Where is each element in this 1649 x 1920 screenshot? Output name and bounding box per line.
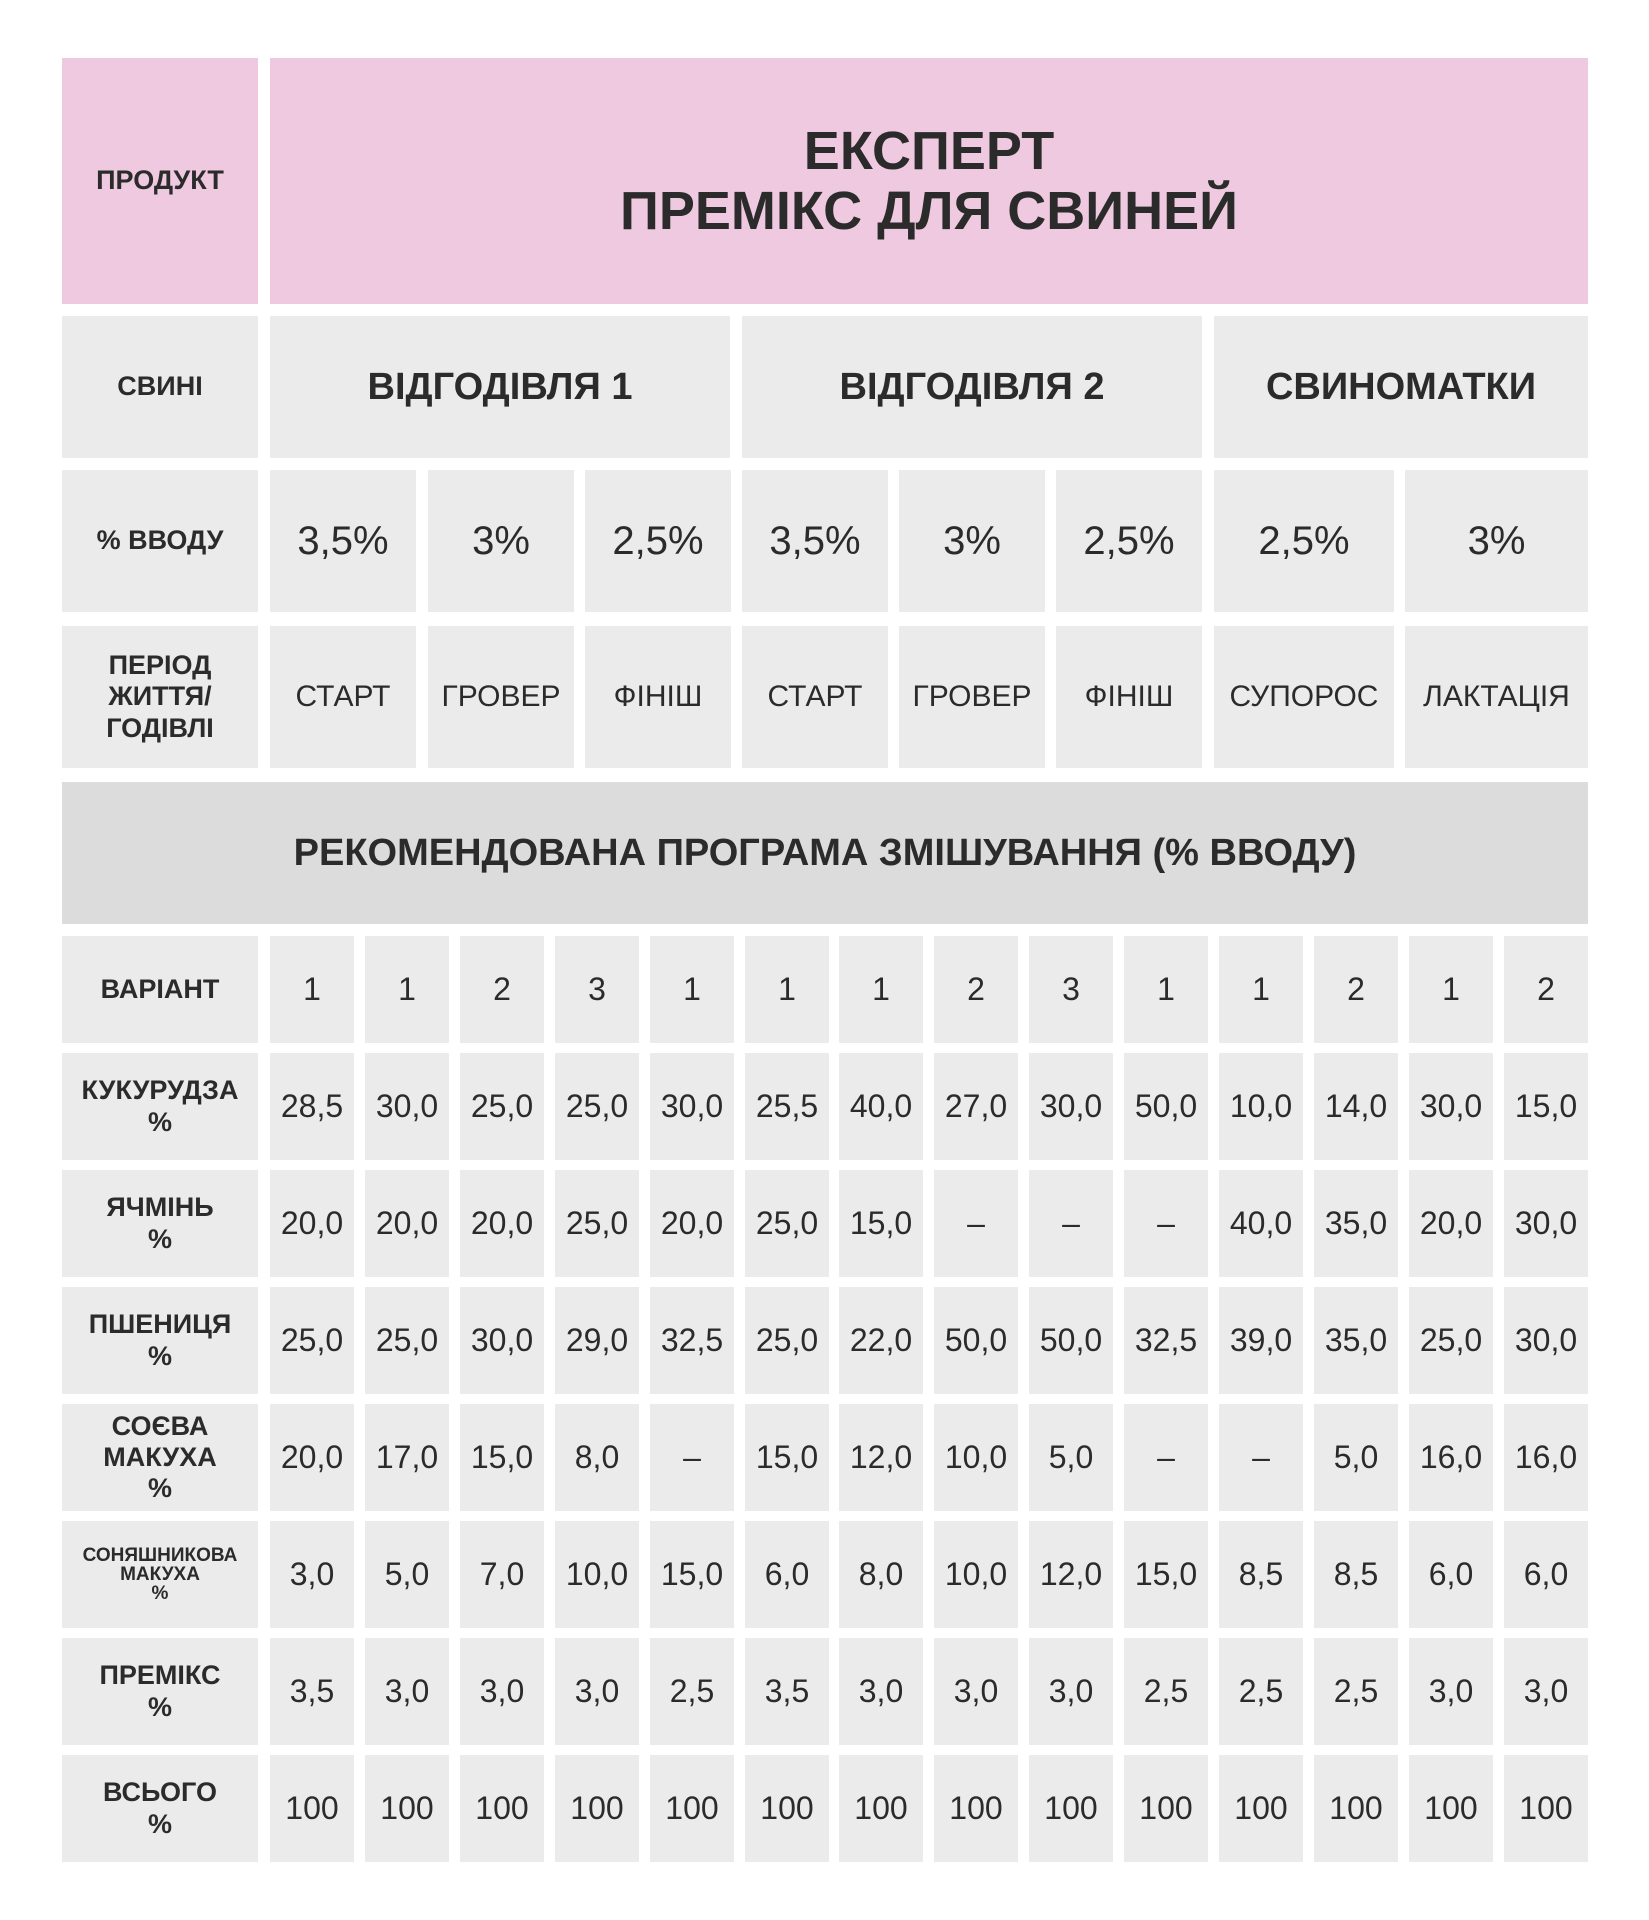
mix-value (460, 1755, 544, 1862)
mix-value-text: 10,0 (944, 1556, 1008, 1592)
product-title-line1: ЕКСПЕРТ (803, 120, 1055, 181)
mix-value-text: 39,0 (1229, 1322, 1293, 1358)
mix-value (839, 1404, 923, 1511)
period-value-text: СТАРТ (767, 680, 863, 713)
mix-value (650, 1755, 734, 1862)
mix-row-label-cell (62, 936, 258, 1043)
mix-value-text: 100 (475, 1790, 529, 1826)
mix-value-text: 10,0 (565, 1556, 629, 1592)
mix-value-text: 27,0 (944, 1088, 1008, 1124)
mix-value (270, 1755, 354, 1862)
product-title-cell (270, 58, 1588, 304)
period-value-text: ФІНІШ (613, 680, 703, 713)
mix-value-text: 8,5 (1238, 1556, 1284, 1592)
mix-value-text: 30,0 (1419, 1088, 1483, 1124)
rate-value (742, 470, 888, 612)
mix-value (1504, 1755, 1588, 1862)
mix-value-text: 32,5 (660, 1322, 724, 1358)
mix-value (1124, 1521, 1208, 1628)
mix-value (1504, 1287, 1588, 1394)
group-fattening-2 (742, 316, 1202, 458)
mix-value-text: 15,0 (1134, 1556, 1198, 1592)
mix-value-text: 5,0 (384, 1556, 430, 1592)
mix-value (1504, 1170, 1588, 1277)
mix-value-text: 1 (1157, 971, 1175, 1007)
mix-value (555, 1053, 639, 1160)
mix-value-text: 2 (1347, 971, 1365, 1007)
mix-value (650, 936, 734, 1043)
mix-value (1124, 1053, 1208, 1160)
mix-value-text: 15,0 (660, 1556, 724, 1592)
mix-value (1124, 1404, 1208, 1511)
period-value (1214, 626, 1394, 768)
mix-row-label: СОЄВА МАКУХА % (103, 1410, 217, 1504)
mix-value (460, 1287, 544, 1394)
pigs-label: СВИНІ (117, 371, 203, 402)
mix-value (365, 1170, 449, 1277)
mix-value-text: 30,0 (375, 1088, 439, 1124)
mix-value-text: 8,0 (574, 1439, 620, 1475)
mix-value (1029, 1638, 1113, 1745)
product-title-line2: ПРЕМІКС ДЛЯ СВИНЕЙ (620, 181, 1238, 241)
mix-value-text: 3 (1062, 971, 1080, 1007)
mix-value (1504, 936, 1588, 1043)
mix-value-text: 8,0 (858, 1556, 904, 1592)
mix-value-text: 1 (398, 971, 416, 1007)
mix-value (460, 936, 544, 1043)
mix-value-text: 25,0 (470, 1088, 534, 1124)
mix-value-text: – (967, 1205, 985, 1241)
period-value (270, 626, 416, 768)
mix-value (745, 1170, 829, 1277)
mix-value-text: – (1062, 1205, 1080, 1241)
rate-value-text: 3,5% (769, 518, 861, 563)
mix-value (270, 1638, 354, 1745)
mix-value (1219, 1053, 1303, 1160)
mix-value (555, 936, 639, 1043)
mix-value (460, 1638, 544, 1745)
mix-value-text: 3 (588, 971, 606, 1007)
mix-value (460, 1053, 544, 1160)
mix-value (555, 1404, 639, 1511)
mix-value (1029, 1404, 1113, 1511)
mix-value-text: 15,0 (470, 1439, 534, 1475)
mix-value-text: 6,0 (1428, 1556, 1474, 1592)
rate-value-text: 2,5% (1083, 518, 1175, 563)
mix-value-text: 25,0 (375, 1322, 439, 1358)
mixing-program-title: РЕКОМЕНДОВАНА ПРОГРАМА ЗМІШУВАННЯ (% ВВОДУ) (293, 831, 1357, 874)
mix-value-text: 35,0 (1324, 1205, 1388, 1241)
mix-value-text: 30,0 (1514, 1205, 1578, 1241)
mix-value (1219, 1404, 1303, 1511)
mix-value (1219, 936, 1303, 1043)
mix-value (839, 936, 923, 1043)
mix-value-text: 35,0 (1324, 1322, 1388, 1358)
mix-value (1409, 1755, 1493, 1862)
mix-value-text: 1 (683, 971, 701, 1007)
mix-value (839, 1755, 923, 1862)
mix-value-text: 100 (285, 1790, 339, 1826)
mix-value-text: 3,0 (1048, 1673, 1094, 1709)
mix-value (1219, 1521, 1303, 1628)
mix-value-text: 3,0 (289, 1556, 335, 1592)
mix-value (555, 1170, 639, 1277)
product-label-cell (62, 58, 258, 304)
mix-row-label-cell (62, 1287, 258, 1394)
mix-value (1314, 1521, 1398, 1628)
mix-value-text: 6,0 (1523, 1556, 1569, 1592)
mix-value (365, 1404, 449, 1511)
mix-value (270, 936, 354, 1043)
mix-row-label: СОНЯШНИКОВА МАКУХА % (82, 1545, 238, 1604)
mix-value (460, 1521, 544, 1628)
mix-value-text: 20,0 (375, 1205, 439, 1241)
group-label: ВІДГОДІВЛЯ 1 (367, 365, 633, 408)
mix-value-text: 15,0 (755, 1439, 819, 1475)
mix-value (555, 1755, 639, 1862)
mix-value-text: 15,0 (1514, 1088, 1578, 1124)
mix-value-text: 20,0 (280, 1205, 344, 1241)
mix-row-label: ВСЬОГО % (103, 1777, 217, 1839)
mix-value-text: 3,0 (479, 1673, 525, 1709)
mix-value-text: 3,0 (1428, 1673, 1474, 1709)
mix-value (745, 1404, 829, 1511)
group-sows (1214, 316, 1588, 458)
mix-value-text: 30,0 (470, 1322, 534, 1358)
rate-value (270, 470, 416, 612)
mix-value (934, 1170, 1018, 1277)
mix-value (650, 1521, 734, 1628)
mix-value-text: 16,0 (1514, 1439, 1578, 1475)
mix-value-text: – (1157, 1205, 1175, 1241)
mix-value (1504, 1404, 1588, 1511)
period-label-cell (62, 626, 258, 768)
mix-value-text: 50,0 (1134, 1088, 1198, 1124)
mix-value (1219, 1170, 1303, 1277)
rate-value (428, 470, 574, 612)
period-value (742, 626, 888, 768)
product-label: ПРОДУКТ (96, 165, 224, 196)
mix-value-text: 1 (1442, 971, 1460, 1007)
period-value (1056, 626, 1202, 768)
mix-value-text: 100 (1234, 1790, 1288, 1826)
mix-value-text: 25,0 (755, 1322, 819, 1358)
mix-value (1504, 1053, 1588, 1160)
mix-value (365, 1287, 449, 1394)
mix-value-text: 20,0 (660, 1205, 724, 1241)
mix-value-text: – (683, 1439, 701, 1475)
mix-value (650, 1170, 734, 1277)
mix-value (1124, 1287, 1208, 1394)
mix-value-text: 20,0 (1419, 1205, 1483, 1241)
mix-value (839, 1053, 923, 1160)
rate-value-text: 2,5% (612, 518, 704, 563)
mix-value (1409, 1287, 1493, 1394)
mix-value-text: 100 (760, 1790, 814, 1826)
period-value-text: ЛАКТАЦІЯ (1423, 680, 1570, 713)
mix-row-label: ВАРІАНТ (100, 973, 220, 1004)
mix-value-text: 30,0 (1514, 1322, 1578, 1358)
mix-value-text: 2 (1537, 971, 1555, 1007)
mix-value-text: 14,0 (1324, 1088, 1388, 1124)
mix-value (555, 1287, 639, 1394)
mix-value (1124, 1755, 1208, 1862)
mix-value-text: 1 (872, 971, 890, 1007)
mix-value-text: 5,0 (1048, 1439, 1094, 1475)
mix-row-label: ПРЕМІКС % (99, 1660, 221, 1722)
mix-value (1314, 1755, 1398, 1862)
mix-value (1124, 1170, 1208, 1277)
mix-value (1314, 1170, 1398, 1277)
mix-row-label-cell (62, 1404, 258, 1511)
rate-value-text: 3% (1467, 518, 1526, 563)
mix-value (934, 1404, 1018, 1511)
mix-value (745, 1053, 829, 1160)
mix-value (365, 1053, 449, 1160)
mix-value-text: 30,0 (660, 1088, 724, 1124)
mix-value (745, 1287, 829, 1394)
mix-value (839, 1521, 923, 1628)
mix-value (1029, 1170, 1113, 1277)
mix-value-text: 100 (380, 1790, 434, 1826)
mix-value-text: 1 (778, 971, 796, 1007)
mix-value-text: 32,5 (1134, 1322, 1198, 1358)
mix-value (1029, 1521, 1113, 1628)
mix-value (1124, 1638, 1208, 1745)
mix-value (1219, 1638, 1303, 1745)
mix-value (650, 1287, 734, 1394)
mix-value-text: 8,5 (1333, 1556, 1379, 1592)
group-label: ВІДГОДІВЛЯ 2 (839, 365, 1105, 408)
mix-row-label-cell (62, 1170, 258, 1277)
mix-value (270, 1521, 354, 1628)
mix-value (839, 1170, 923, 1277)
mix-value (365, 1638, 449, 1745)
mix-value-text: 3,0 (574, 1673, 620, 1709)
mix-value (745, 936, 829, 1043)
mix-value (839, 1638, 923, 1745)
mix-value (1409, 1521, 1493, 1628)
mix-value-text: 3,0 (384, 1673, 430, 1709)
mix-value (270, 1170, 354, 1277)
mix-value-text: 100 (1329, 1790, 1383, 1826)
mix-value-text: 40,0 (849, 1088, 913, 1124)
mix-value-text: 2,5 (1143, 1673, 1189, 1709)
mix-value-text: 6,0 (764, 1556, 810, 1592)
mix-value-text: 100 (1424, 1790, 1478, 1826)
mix-row-label-cell (62, 1755, 258, 1862)
mix-value (1314, 1287, 1398, 1394)
mix-value-text: 12,0 (1039, 1556, 1103, 1592)
mix-value-text: 2 (493, 971, 511, 1007)
mix-value (1314, 1053, 1398, 1160)
mix-row-label-cell (62, 1521, 258, 1628)
mix-value (934, 1755, 1018, 1862)
mix-value-text: 40,0 (1229, 1205, 1293, 1241)
mix-value-text: 25,0 (755, 1205, 819, 1241)
mix-value-text: 5,0 (1333, 1439, 1379, 1475)
mix-value-text: – (1157, 1439, 1175, 1475)
mix-row-label-cell (62, 1638, 258, 1745)
rate-label-cell (62, 470, 258, 612)
mix-row-label-cell (62, 1053, 258, 1160)
mix-value-text: 25,5 (755, 1088, 819, 1124)
period-value-text: СТАРТ (295, 680, 391, 713)
mix-value-text: 3,0 (858, 1673, 904, 1709)
mix-value (270, 1287, 354, 1394)
mix-value (650, 1053, 734, 1160)
mix-value-text: 2 (967, 971, 985, 1007)
period-value-text: СУПОРОС (1229, 680, 1379, 713)
mix-value (1409, 1170, 1493, 1277)
product-title (620, 121, 1238, 242)
mix-value (839, 1287, 923, 1394)
mix-value (1219, 1755, 1303, 1862)
mix-value-text: 100 (1519, 1790, 1573, 1826)
mix-value (1504, 1638, 1588, 1745)
mix-value-text: 25,0 (1419, 1322, 1483, 1358)
mix-value-text: 3,0 (1523, 1673, 1569, 1709)
mix-value-text: – (1252, 1439, 1270, 1475)
mix-value-text: 28,5 (280, 1088, 344, 1124)
period-value (899, 626, 1045, 768)
mix-value (270, 1053, 354, 1160)
mix-value-text: 10,0 (1229, 1088, 1293, 1124)
mixing-program-banner (62, 782, 1588, 924)
mix-row-label: ПШЕНИЦЯ % (88, 1309, 232, 1371)
mix-value-text: 25,0 (565, 1088, 629, 1124)
rate-value (1405, 470, 1588, 612)
mix-value (555, 1638, 639, 1745)
mix-value-text: 3,5 (289, 1673, 335, 1709)
mix-value (365, 1521, 449, 1628)
mix-value-text: 15,0 (849, 1205, 913, 1241)
mix-value (1219, 1287, 1303, 1394)
mix-value-text: 100 (949, 1790, 1003, 1826)
mix-value-text: 30,0 (1039, 1088, 1103, 1124)
rate-value-text: 3% (943, 518, 1001, 563)
rate-value (899, 470, 1045, 612)
mix-value (745, 1755, 829, 1862)
mix-value (745, 1521, 829, 1628)
mix-value-text: 100 (1139, 1790, 1193, 1826)
mix-value (365, 936, 449, 1043)
mix-value-text: 50,0 (1039, 1322, 1103, 1358)
mix-value (365, 1755, 449, 1862)
mix-value-text: 16,0 (1419, 1439, 1483, 1475)
mix-value (1504, 1521, 1588, 1628)
mix-value-text: 2,5 (1333, 1673, 1379, 1709)
mix-value (934, 1287, 1018, 1394)
mix-value-text: 7,0 (479, 1556, 525, 1592)
mix-value-text: 1 (1252, 971, 1270, 1007)
rate-value-text: 3% (472, 518, 530, 563)
mix-value-text: 1 (303, 971, 321, 1007)
mix-value (745, 1638, 829, 1745)
mix-value (934, 1638, 1018, 1745)
rate-value (585, 470, 731, 612)
mix-value (1409, 1404, 1493, 1511)
mix-value (1124, 936, 1208, 1043)
rate-value-text: 2,5% (1258, 518, 1350, 563)
mix-value (1314, 1404, 1398, 1511)
mix-row-label: ЯЧМІНЬ % (106, 1192, 214, 1254)
mix-value-text: 50,0 (944, 1322, 1008, 1358)
period-value (585, 626, 731, 768)
period-value-text: ГРОВЕР (441, 680, 561, 713)
mix-value-text: 2,5 (1238, 1673, 1284, 1709)
mix-value (555, 1521, 639, 1628)
group-label: СВИНОМАТКИ (1265, 365, 1537, 408)
mix-value-text: 20,0 (280, 1439, 344, 1475)
mix-value-text: 2,5 (669, 1673, 715, 1709)
mix-row-label: КУКУРУДЗА % (81, 1075, 239, 1137)
period-label: ПЕРІОД ЖИТТЯ/ ГОДІВЛІ (106, 650, 214, 743)
period-value (1405, 626, 1588, 768)
mix-value (934, 1521, 1018, 1628)
mix-value-text: 100 (570, 1790, 624, 1826)
mix-value (934, 936, 1018, 1043)
pigs-label-cell (62, 316, 258, 458)
mix-value (650, 1404, 734, 1511)
mix-value (460, 1170, 544, 1277)
mix-value (1409, 1053, 1493, 1160)
rate-value (1214, 470, 1394, 612)
group-fattening-1 (270, 316, 730, 458)
period-value-text: ГРОВЕР (912, 680, 1032, 713)
mix-value (1314, 1638, 1398, 1745)
period-value-text: ФІНІШ (1084, 680, 1174, 713)
mix-value (1409, 936, 1493, 1043)
mix-value (1029, 936, 1113, 1043)
mix-value (1314, 936, 1398, 1043)
mix-value-text: 20,0 (470, 1205, 534, 1241)
period-value (428, 626, 574, 768)
mix-value (1029, 1053, 1113, 1160)
mix-value-text: 25,0 (280, 1322, 344, 1358)
rate-label: % ВВОДУ (96, 525, 224, 556)
mix-value (1029, 1287, 1113, 1394)
mix-value-text: 3,5 (764, 1673, 810, 1709)
mix-value-text: 17,0 (375, 1439, 439, 1475)
mix-value-text: 29,0 (565, 1322, 629, 1358)
mix-value-text: 12,0 (849, 1439, 913, 1475)
mix-value (1029, 1755, 1113, 1862)
mix-value (934, 1053, 1018, 1160)
mix-value (270, 1404, 354, 1511)
mix-value (650, 1638, 734, 1745)
mix-value-text: 100 (665, 1790, 719, 1826)
mix-value-text: 10,0 (944, 1439, 1008, 1475)
mix-value (1409, 1638, 1493, 1745)
mix-value-text: 3,0 (953, 1673, 999, 1709)
mix-value-text: 100 (1044, 1790, 1098, 1826)
mix-value-text: 25,0 (565, 1205, 629, 1241)
rate-value-text: 3,5% (297, 518, 389, 563)
mix-value-text: 100 (854, 1790, 908, 1826)
rate-value (1056, 470, 1202, 612)
mix-value-text: 22,0 (849, 1322, 913, 1358)
mix-value (460, 1404, 544, 1511)
